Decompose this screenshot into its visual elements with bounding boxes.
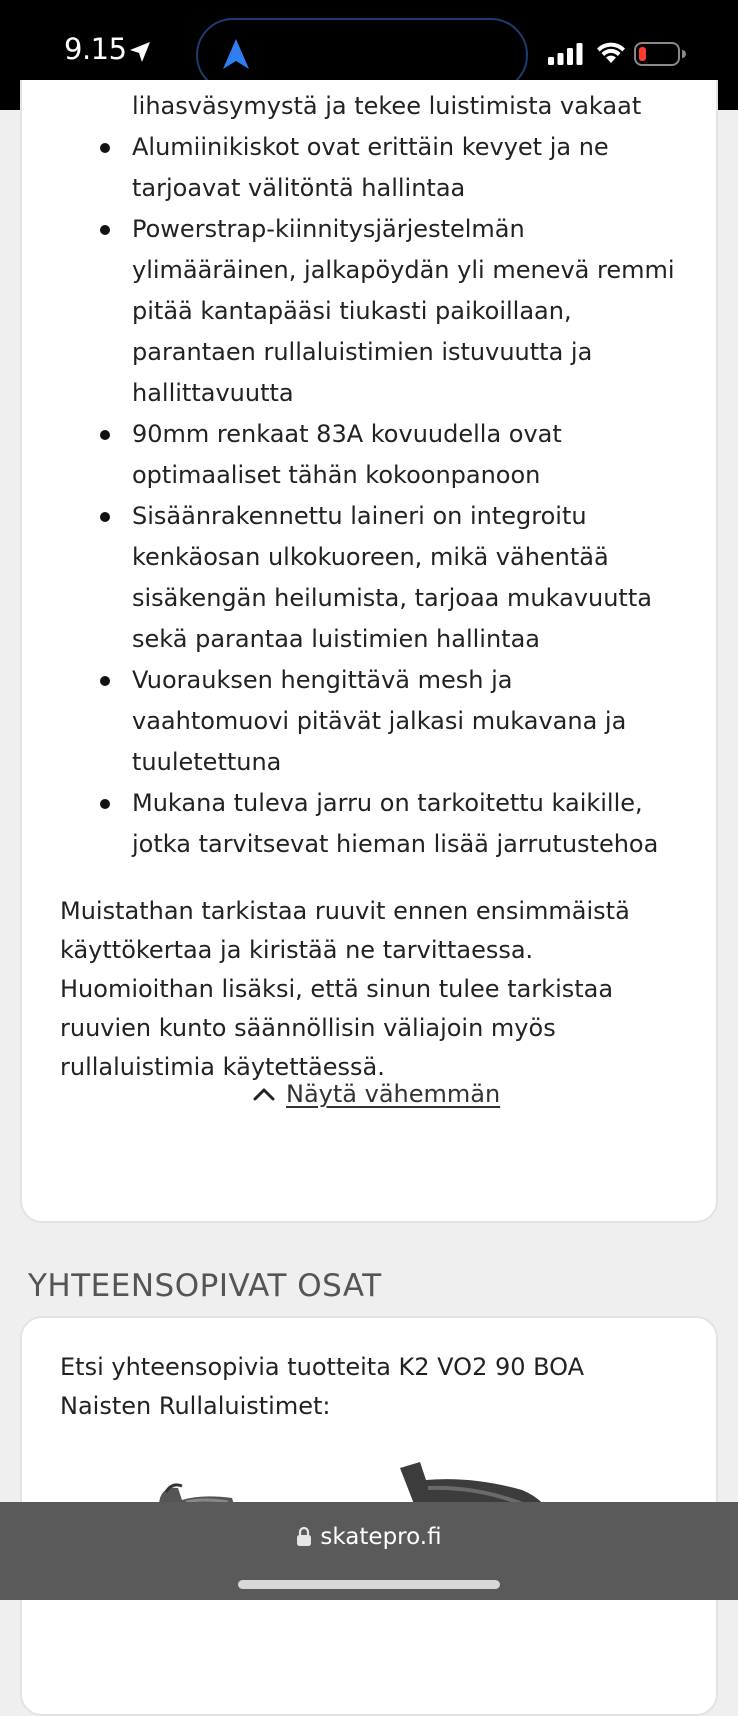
feature-line: jotka tarvitsevat hieman lisää jarrutustehoa — [132, 830, 659, 858]
bullet — [100, 512, 110, 522]
bullet — [100, 430, 110, 440]
feature-line: optimaaliset tähän kokoonpanoon — [132, 461, 541, 489]
feature-line: parantaen rullaluistimien istuvuutta ja — [132, 338, 593, 366]
feature-line: Mukana tuleva jarru on tarkoitettu kaikille, — [132, 789, 643, 817]
battery-low-icon — [634, 42, 686, 66]
compatible-intro-line: Etsi yhteensopivia tuotteita K2 VO2 90 BOA — [60, 1353, 585, 1381]
feature-line: vaahtomuovi pitävät jalkasi mukavana ja — [132, 707, 627, 735]
feature-line: tuuletettuna — [132, 748, 282, 776]
show-less-link[interactable] — [252, 1080, 500, 1108]
feature-line: sisäkengän heilumista, tarjoaa mukavuutta — [132, 584, 652, 612]
feature-line: Vuorauksen hengittävä mesh ja — [132, 666, 513, 694]
feature-line: hallittavuutta — [132, 379, 294, 407]
note-line: Muistathan tarkistaa ruuvit ennen ensimmäistä — [60, 897, 630, 925]
location-arrow-icon — [128, 40, 152, 64]
bullet — [100, 676, 110, 686]
url-display[interactable] — [0, 1524, 738, 1550]
show-less-label: Näytä vähemmän — [286, 1080, 501, 1108]
note-line: käyttökertaa ja kiristää ne tarvittaessa. — [60, 936, 534, 964]
bullet — [100, 143, 110, 153]
section-title-compatible: YHTEENSOPIVAT OSAT — [28, 1268, 382, 1304]
feature-line: sekä parantaa luistimien hallintaa — [132, 625, 540, 653]
feature-line: ylimääräinen, jalkapöydän yli menevä remmi — [132, 256, 675, 284]
feature-line: lihasväsymystä ja tekee luistimista vakaat — [132, 92, 642, 120]
browser-address-bar[interactable] — [0, 1502, 738, 1600]
cellular-signal-icon — [548, 43, 584, 65]
home-indicator[interactable] — [238, 1580, 500, 1589]
bullet — [100, 799, 110, 809]
chevron-up-icon — [252, 1082, 276, 1106]
note-line: ruuvien kunto säännöllisin väliajoin myös — [60, 1014, 556, 1042]
feature-line: 90mm renkaat 83A kovuudella ovat — [132, 420, 562, 448]
feature-line: Alumiinikiskot ovat erittäin kevyet ja ne — [132, 133, 609, 161]
wifi-icon — [596, 41, 626, 65]
note-line: Huomioithan lisäksi, että sinun tulee tarkistaa — [60, 975, 614, 1003]
navigation-arrow-icon — [222, 38, 250, 70]
feature-line: tarjoavat välitöntä hallintaa — [132, 174, 466, 202]
feature-line: kenkäosan ulkokuoreen, mikä vähentää — [132, 543, 609, 571]
bullet — [100, 225, 110, 235]
product-description-card — [20, 80, 718, 1223]
feature-line: Powerstrap-kiinnitysjärjestelmän — [132, 215, 525, 243]
status-time: 9.15 — [64, 32, 127, 66]
feature-line: pitää kantapääsi tiukasti paikoillaan, — [132, 297, 572, 325]
note-line: rullaluistimia käytettäessä. — [60, 1053, 385, 1081]
url-text: skatepro.fi — [320, 1524, 442, 1550]
feature-line: Sisäänrakennettu laineri on integroitu — [132, 502, 587, 530]
lock-icon — [296, 1526, 312, 1546]
compatible-intro-line: Naisten Rullaluistimet: — [60, 1392, 331, 1420]
